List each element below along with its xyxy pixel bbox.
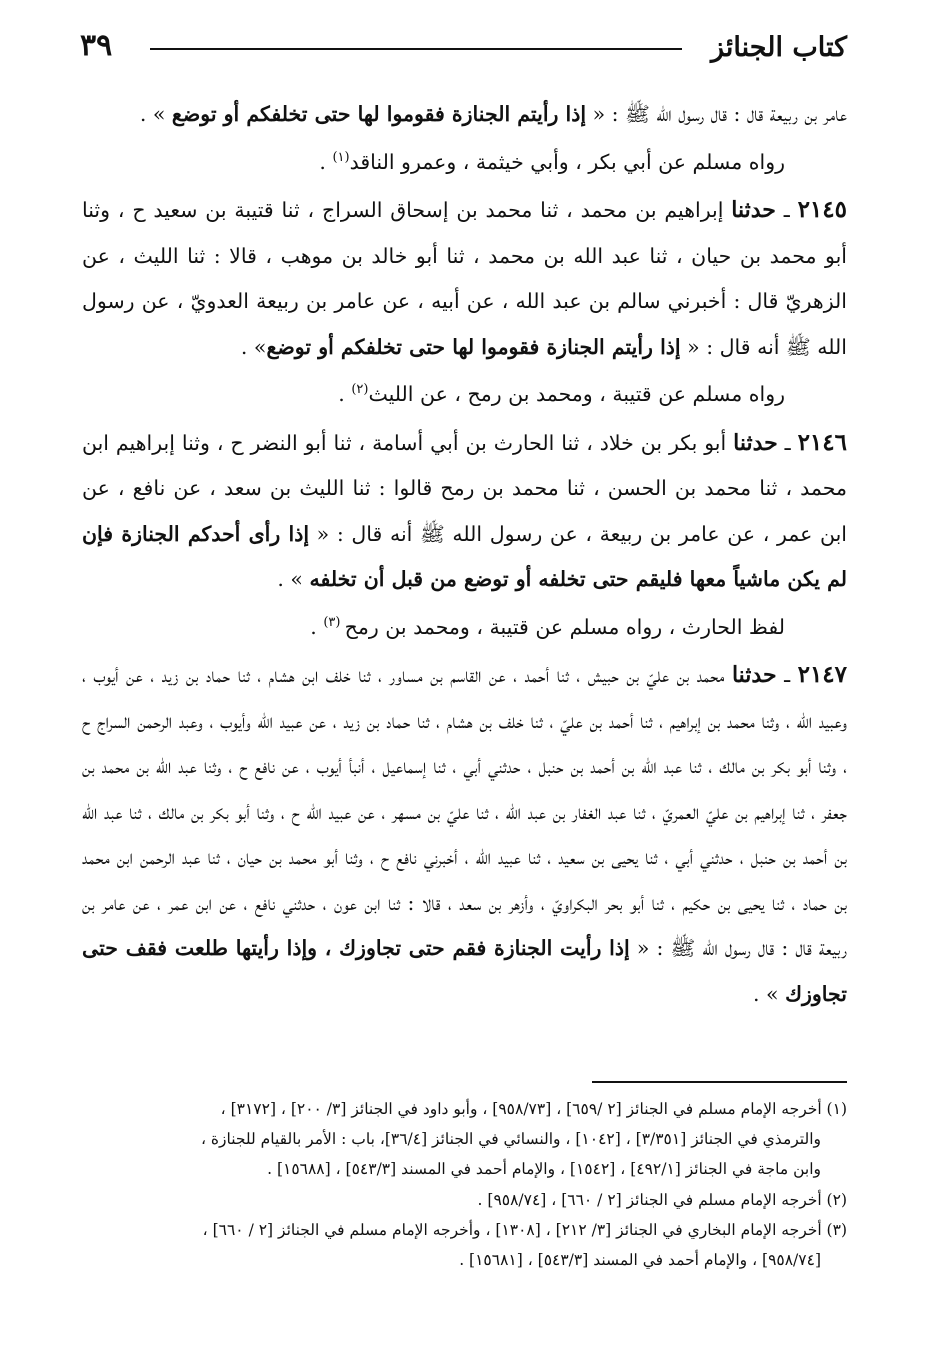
hadith-2147: ٢١٤٧ ـ حدثنا محمد بن عليّ بن حبيش ، ثنا أحمد ، عن القاسم بن مساور ، ثنا خلف ابن هشام ، ثنا حماد بن زيد ، عن أيوب ، وعبيد الله ، وثنا محمد بن إبراهيم ، ثنا أحمد بن عليّ ، ثنا خلف بن هشام ، ثنا حماد بن زيد ، عن عبيد الله وأيوب ، وعبد الرحمن السراج ح ، وثنا أبو بكر بن مالك ، ثنا عبد الله بن أحمد بن حنبل ، حدثني أبي ، ثنا إسماعيل ، أنبأ أيوب ، عن نافع ح ، وثنا عبد الله بن محمد بن جعفر ، ثنا إبراهيم بن عليّ العمريّ ، ثنا عبد الغفار بن عبد الله ، ثنا عليّ بن مسهر ، عن عبيد الله ح ، وثنا أبو بكر بن مالك ، ثنا عبد الله بن أحمد بن حنبل ، حدثني أبي ، ثنا يحيى بن سعيد ، ثنا عبيد الله ، أخبرني نافع ح ، وثنا أبو محمد بن حيان ، ثنا عبد الرحمن ابن محمد بن حماد ، ثنا يحيى بن حكيم ، ثنا أبو بحر البكراويّ ، وأزهر بن سعد ، قالا : ثنا ابن عون ، حدثني نافع ، عن ابن عمر ، عن عامر بن ربيعة قال : قال رسول الله ﷺ : « إذا رأيت الجنازة فقم حتى تجاوزك ، وإذا رأيتها طلعت فقف حتى تجاوزك » . bbox=[82, 661, 848, 1006]
footnote-1-line-3: وابن ماجة في الجنائز [٤٩٢/١] ، [١٥٤٢] ، والإمام أحمد في المسند [٥٤٣/٣] ، [١٥٦٨٨] . bbox=[267, 1160, 821, 1179]
narration-note: رواه مسلم عن أبي بكر ، وأبي خيثمة ، وعمرو الناقد$^{(١)}$ . bbox=[319, 149, 785, 174]
page-number: ٣٩ bbox=[80, 28, 113, 63]
hadith-2145: ٢١٤٥ ـ حدثنا إبراهيم بن محمد ، ثنا محمد بن إسحاق السراج ، ثنا قتيبة بن سعيد ح ، وثنا أبو محمد بن حيان ، ثنا عبد الله بن محمد ، ثنا أبو خالد بن موهب ، قالا : ثنا الليث ، عن الزهريّ قال : أخبرني سالم بن عبد الله ، عن أبيه ، عن عامر بن ربيعة العدويّ ، عن رسول الله ﷺ أنه قال : « إذا رأيتم الجنازة فقوموا لها حتى تخلفكم أو توضع» . bbox=[82, 196, 847, 359]
main-text bbox=[82, 92, 847, 1017]
narration-note: لفظ الحارث ، رواه مسلم عن قتيبة ، ومحمد بن رمح $^{(٣)}$ . bbox=[310, 614, 785, 639]
haddathana-marker: حدثنا bbox=[731, 662, 777, 688]
hadith-number: ٢١٤٦ bbox=[797, 428, 847, 456]
footnote-3: (٣) أخرجه الإمام البخاري في الجنائز [٣/ ٢١٢] ، [١٣٠٨] ، وأخرجه الإمام مسلم في الجنائز [٢ / ٦٦٠] ، bbox=[202, 1220, 847, 1239]
hadith-number: ٢١٤٥ bbox=[797, 196, 847, 223]
prophetic-quote: إذا رأيتم الجنازة فقوموا لها حتى تخلفكم أو توضع bbox=[171, 102, 587, 126]
prophetic-quote: إذا رأيت الجنازة فقم حتى تجاوزك ، وإذا رأيتها طلعت فقف حتى تجاوزك bbox=[82, 936, 847, 1006]
narration-note: رواه مسلم عن قتيبة ، ومحمد بن رمح ، عن الليث$^{(٢)}$ . bbox=[338, 382, 785, 406]
footnote-2: (٢) أخرجه الإمام مسلم في الجنائز [٢ / ٦٦٠] ، [٩٥٨/٧٤] . bbox=[477, 1190, 847, 1209]
footnote-3-line-2: [٩٥٨/٧٤] ، والإمام أحمد في المسند [٥٤٣/٣] ، [١٥٦٨١] . bbox=[459, 1251, 821, 1270]
paragraph-continuation: عامر بن ربيعة قال : قال رسول الله ﷺ : « إذا رأيتم الجنازة فقوموا لها حتى تخلفكم أو توضع » . bbox=[139, 102, 847, 126]
prophetic-quote: إذا رأيتم الجنازة فقوموا لها حتى تخلفكم أو توضع bbox=[266, 334, 681, 359]
haddathana-marker: حدثنا bbox=[733, 429, 778, 456]
footnotes bbox=[82, 1094, 847, 1275]
running-header bbox=[80, 26, 847, 74]
footnote-1: (١) أخرجه الإمام مسلم في الجنائز [٢ /٦٥٩] ، [٩٥٨/٧٣] ، وأبو داود في الجنائز [٣/ ٢٠٠] ، [٣١٧٢] ، bbox=[220, 1100, 847, 1118]
hadith-2146: ٢١٤٦ ـ حدثنا أبو بكر بن خلاد ، ثنا الحارث بن أبي أسامة ، ثنا أبو النضر ح ، وثنا إبراهيم ابن محمد ، ثنا محمد بن الحسن ، ثنا محمد بن رمح قالوا : ثنا الليث بن سعد ، عن نافع ، عن ابن عمر ، عن عامر بن ربيعة ، عن رسول الله ﷺ أنه قال : « إذا رأى أحدكم الجنازة فإن لم يكن ماشياً معها فليقم حتى تخلفه أو توضع من قبل أن تخلفه » . bbox=[82, 428, 847, 591]
footnote-ref-2: (٢) bbox=[351, 382, 369, 398]
haddathana-marker: حدثنا bbox=[731, 197, 776, 223]
footnote-ref-1: (١) bbox=[332, 149, 350, 165]
prophetic-quote: إذا رأى أحدكم الجنازة فإن لم يكن ماشياً معها فليقم حتى تخلفه أو توضع من قبل أن تخلفه bbox=[82, 521, 847, 591]
footnote-1-line-2: والترمذي في الجنائز [٣/٣٥١] ، [١٠٤٢] ، والنسائي في الجنائز [٣٦/٤]، باب : الأمر بالقيام للجنازة ، bbox=[200, 1130, 821, 1149]
footnote-separator bbox=[592, 1081, 847, 1083]
hadith-number: ٢١٤٧ bbox=[797, 661, 848, 688]
footnote-ref-3: (٣) bbox=[323, 614, 345, 630]
chapter-title: كتاب الجنائز bbox=[711, 32, 847, 63]
header-rule bbox=[150, 48, 682, 50]
